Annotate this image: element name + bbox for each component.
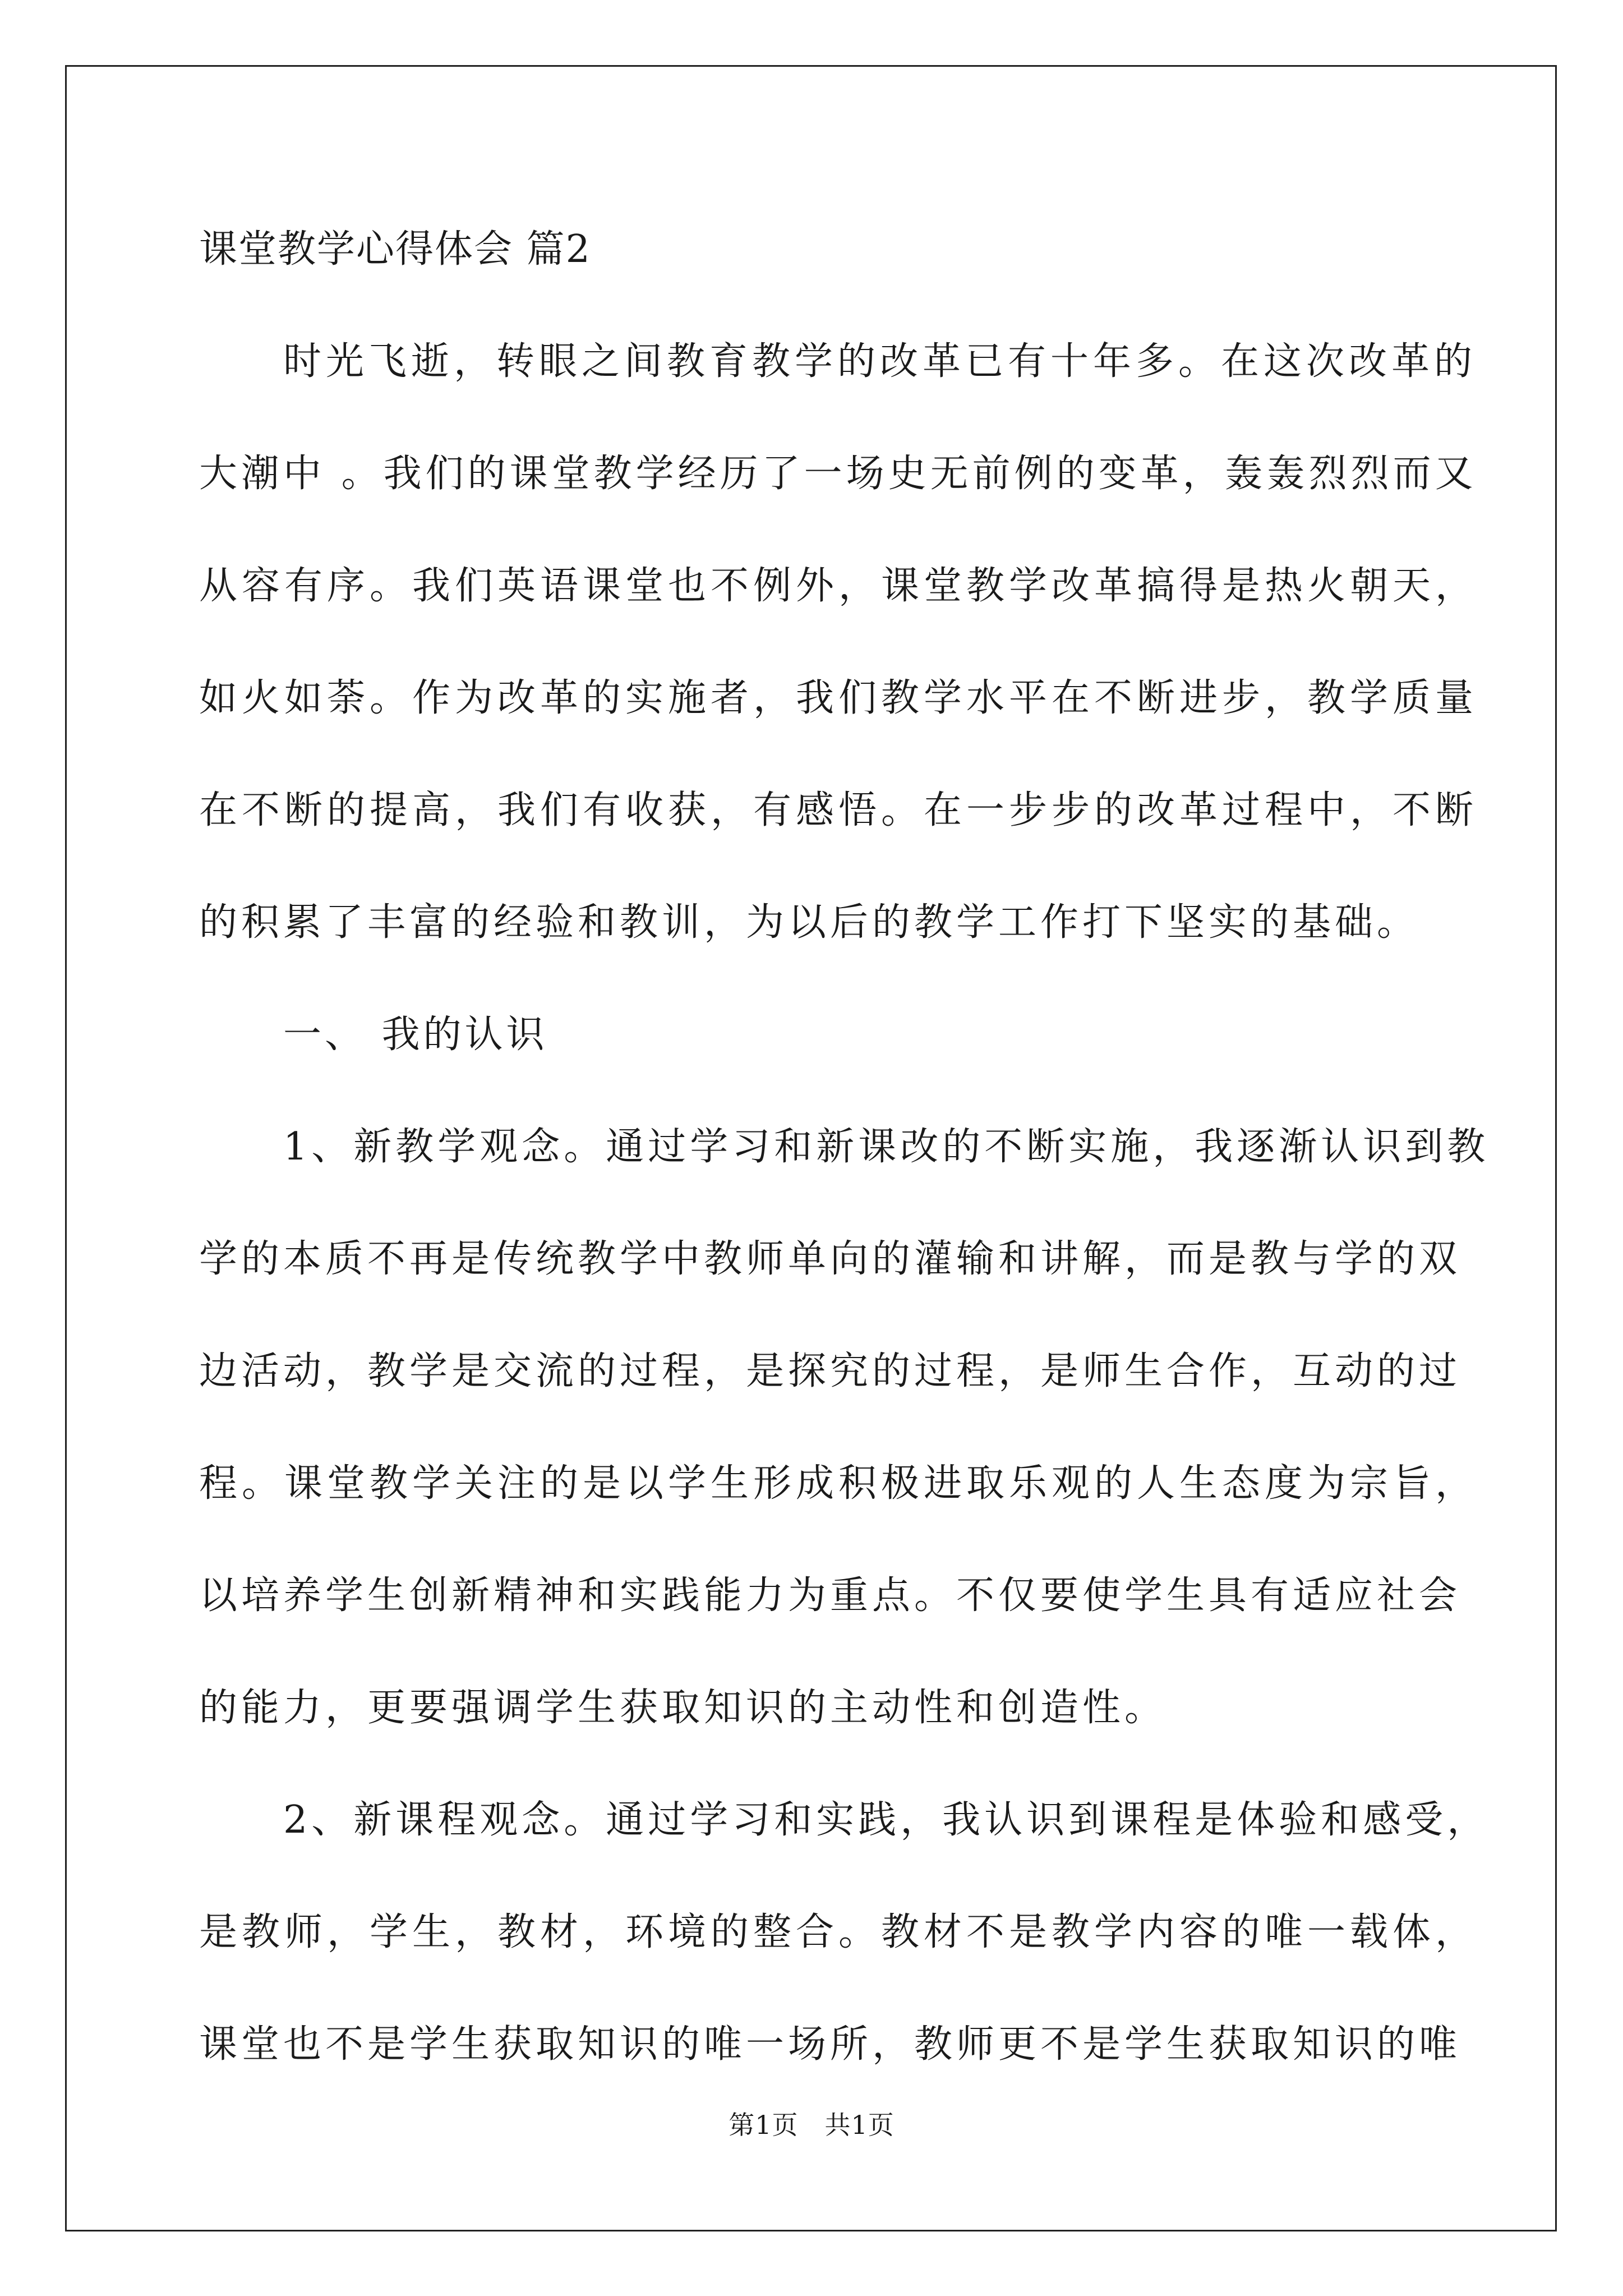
- paragraph-line: 是教师，学生，教材，环境的整合。教材不是教学内容的唯一载体，: [199, 1910, 1478, 1954]
- paragraph-line: 学的本质不再是传统教学中教师单向的灌输和讲解，而是教与学的双: [199, 1237, 1461, 1281]
- paragraph-line: 课堂也不是学生获取知识的唯一场所，教师更不是学生获取知识的唯: [199, 2022, 1461, 2067]
- section-heading: 一、 我的认识: [283, 1013, 548, 1057]
- paragraph-line: 大潮中 。我们的课堂教学经历了一场史无前例的变革，轰轰烈烈而又: [199, 452, 1477, 496]
- paragraph-line: 的能力，更要强调学生获取知识的主动性和创造性。: [199, 1686, 1167, 1730]
- page-footer: 第1页 共1页: [728, 2110, 895, 2140]
- paragraph-line: 程。课堂教学关注的是以学生形成积极进取乐观的人生态度为宗旨，: [199, 1461, 1478, 1506]
- paragraph-line: 在不断的提高，我们有收获，有感悟。在一步步的改革过程中，不断: [199, 788, 1478, 832]
- paragraph-line: 时光飞逝，转眼之间教育教学的改革已有十年多。在这次改革的: [283, 339, 1477, 384]
- paragraph-line: 以培养学生创新精神和实践能力为重点。不仅要使学生具有适应社会: [199, 1573, 1461, 1618]
- paragraph-line: 的积累了丰富的经验和教训，为以后的教学工作打下坚实的基础。: [199, 900, 1419, 945]
- paragraph-line: 1、新教学观念。通过学习和新课改的不断实施，我逐渐认识到教: [283, 1125, 1490, 1169]
- paragraph-line: 2、新课程观念。通过学习和实践，我认识到课程是体验和感受，: [283, 1798, 1490, 1842]
- paragraph-line: 如火如荼。作为改革的实施者，我们教学水平在不断进步，教学质量: [199, 676, 1478, 720]
- paragraph-line: 从容有序。我们英语课堂也不例外，课堂教学改革搞得是热火朝天，: [199, 564, 1478, 608]
- paragraph-line: 边活动，教学是交流的过程，是探究的过程，是师生合作，互动的过: [199, 1349, 1461, 1393]
- document-title: 课堂教学心得体会 篇2: [199, 227, 591, 272]
